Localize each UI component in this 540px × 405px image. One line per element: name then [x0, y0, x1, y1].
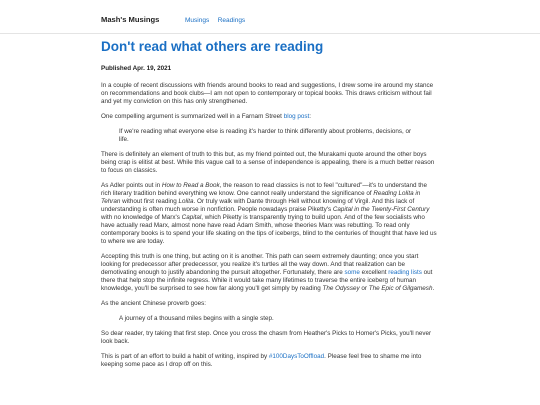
paragraph-text: . Or truly walk with Dante through Hell without knowing of Virgil. And this lack of understanding is often much worse in nonfiction. People nowadays praise Piketty's [101, 198, 415, 213]
blog-post-link[interactable]: blog post [283, 113, 310, 120]
quote-farnam-street: If we're reading what everyone else is reading it's harder to think differently about problems, decisions, or life. [119, 128, 412, 143]
paragraph-text: without first reading [120, 198, 179, 205]
published-date: Published Apr. 19, 2021 [101, 65, 172, 72]
paragraph-text: . Please feel free to shame me into keeping some pace as I drop off on this. [101, 353, 422, 368]
paragraph-text: excellent [359, 269, 389, 276]
paragraph-text: As Adler points out in [101, 182, 162, 189]
paragraph-murakami: There is definitely an element of truth to this but, as my friend pointed out, the Murakami quote around the other boys being crap is elitist at best. While this vague call to a sense of independence is appealing, there is a much better reason to focus on classics. [101, 151, 435, 174]
paragraph-text: or [359, 285, 369, 292]
paragraph-text: out there that help stop the infinite regress. While it would take many lifetimes to traverse the entire iceberg of human knowledge, you'll be surprised to see how far along you'll get simply by reading [101, 269, 433, 292]
paragraph-farnam-street [101, 113, 437, 121]
paragraph-adler [101, 182, 437, 246]
site-nav [185, 16, 254, 26]
nav-link-readings[interactable]: Readings [217, 16, 246, 24]
paragraph-text: : [309, 113, 311, 120]
site-title[interactable]: Mash's Musings [101, 15, 160, 24]
book-title-the-odyssey: The Odyssey [322, 285, 360, 292]
paragraph-footer-note [101, 353, 437, 369]
book-title-epic-of-gilgamesh: The Epic of Gilgamesh [368, 285, 433, 292]
paragraph-text: . [432, 285, 435, 292]
site-header [0, 0, 540, 33]
book-title-reading-lolita-in-tehran: Reading Lolita in Tehran [101, 190, 421, 205]
post-title: Don't read what others are reading [101, 39, 324, 54]
paragraph-proverb-intro: As the ancient Chinese proverb goes: [101, 300, 207, 307]
paragraph-first-step: So dear reader, try taking that first step. Once you cross the chasm from Heather's Picks to Homer's Picks, you'll never look back. [101, 330, 432, 345]
paragraph-text: One compelling argument is summarized well in a Farnam Street [101, 113, 284, 120]
paragraph-text: This is part of an effort to build a habit of writing, inspired by [101, 353, 269, 360]
paragraph-text: with no knowledge of Marx's [101, 214, 182, 221]
quote-chinese-proverb: A journey of a thousand miles begins with a single step. [119, 315, 274, 322]
book-title-capital: Capital [181, 214, 202, 221]
post-article [101, 34, 437, 376]
reading-lists-link[interactable]: reading lists [388, 269, 422, 276]
paragraph-reading-lists [101, 253, 437, 293]
paragraph-text: , the reason to read classics is not to feel "cultured"—it's to understand the rich literary tradition behind everything we know. One cannot really understand the significance of [101, 182, 427, 197]
paragraph-text: , which Piketty is transparently trying to build upon. And of the few socialists who have actually read Marx, almost none have read Adam Smith, whose theories Marx was rebutting. To read only contemporary books is to spend your life skating on the tips of icebergs, blind to the centuries of thought that have led us to where we are today. [101, 214, 437, 245]
paragraph-intro: In a couple of recent discussions with friends around books to read and suggestions, I drew some ire around my stance on recommendations and book clubs—I am not open to contemporary or topical books. This draws criticism without fail and yet my conviction on this has only strengthened. [101, 82, 434, 105]
100-days-to-offload-link[interactable]: #100DaysToOffload [268, 353, 325, 360]
paragraph-text: Accepting this truth is one thing, but acting on it is another. This path can seem extremely daunting; once you start looking for predecessor after predecessor, you realize it's turtles all the way down. And that realization can be demotivating enough to justify abandoning the pursuit altogether. Fortunately, there are [101, 253, 419, 276]
book-title-lolita: Lolita [178, 198, 194, 205]
book-title-capital-21st-century: Capital in the Twenty-First Century [332, 206, 430, 213]
book-title-how-to-read-a-book: How to Read a Book [161, 182, 220, 189]
nav-link-musings[interactable]: Musings [185, 16, 210, 24]
some-link[interactable]: some [344, 269, 360, 276]
